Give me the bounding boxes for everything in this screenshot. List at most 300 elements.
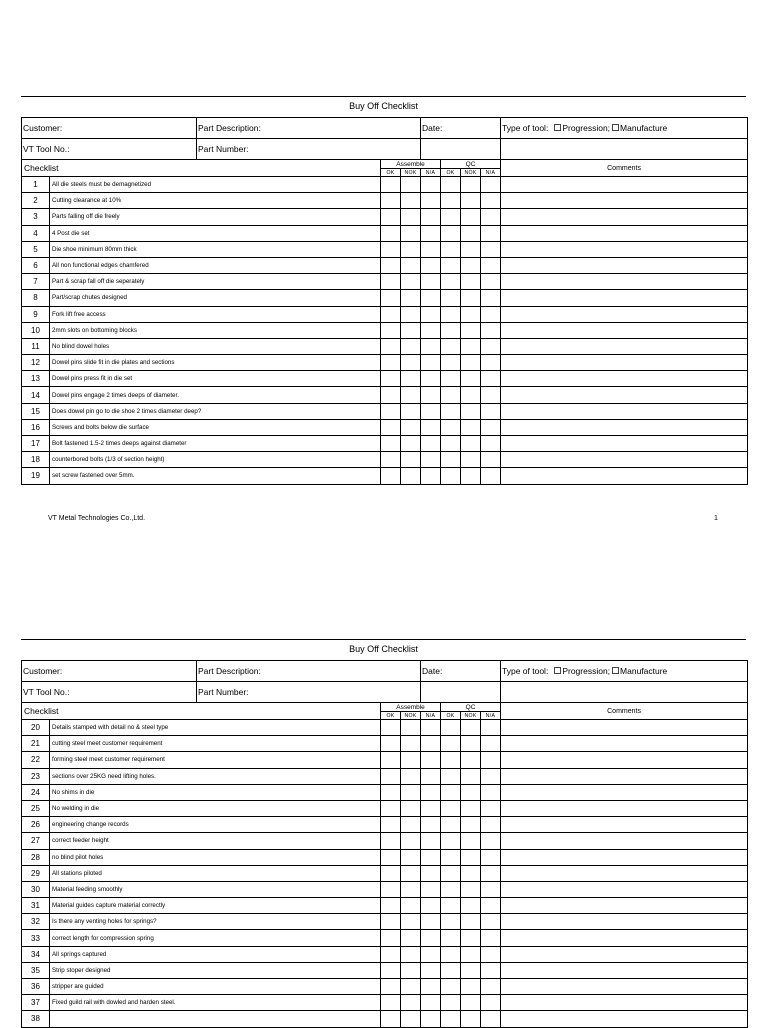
comments-cell[interactable] [501,371,748,387]
qc-nok-cell[interactable] [461,322,481,338]
assemble-ok-cell[interactable] [381,452,401,468]
comments-cell[interactable] [501,881,748,897]
assemble-na-cell[interactable] [421,849,441,865]
qc-ok-cell[interactable] [441,274,461,290]
qc-ok-cell[interactable] [441,225,461,241]
qc-ok-cell[interactable] [441,338,461,354]
assemble-ok-cell[interactable] [381,355,401,371]
comments-cell[interactable] [501,322,748,338]
comments-cell[interactable] [501,720,748,736]
comments-cell[interactable] [501,257,748,273]
progression-checkbox[interactable] [554,667,561,674]
qc-ok-cell[interactable] [441,241,461,257]
qc-na-cell[interactable] [481,209,501,225]
assemble-nok-cell[interactable] [401,849,421,865]
comments-cell[interactable] [501,355,748,371]
checklist-item-text: All non functional edges chamfered [50,257,381,273]
qc-na-cell[interactable] [481,800,501,816]
assemble-na-cell[interactable] [421,387,441,403]
comments-cell[interactable] [501,784,748,800]
qc-ok-cell[interactable] [441,209,461,225]
qc-nok-cell[interactable] [461,338,481,354]
assemble-na-cell[interactable] [421,403,441,419]
assemble-nok-cell[interactable] [401,355,421,371]
qc-nok-cell[interactable] [461,930,481,946]
qc-nok-cell[interactable] [461,914,481,930]
comments-cell[interactable] [501,403,748,419]
row-number: 35 [22,962,50,978]
qc-na-cell[interactable] [481,898,501,914]
assemble-ok-cell[interactable] [381,946,401,962]
assemble-na-cell[interactable] [421,452,441,468]
assemble-na-cell[interactable] [421,752,441,768]
assemble-nok-cell[interactable] [401,241,421,257]
qc-na-cell[interactable] [481,720,501,736]
comments-cell[interactable] [501,849,748,865]
comments-cell[interactable] [501,419,748,435]
comments-cell[interactable] [501,865,748,881]
assemble-na-cell[interactable] [421,371,441,387]
qc-nok-cell[interactable] [461,898,481,914]
qc-nok-cell[interactable] [461,817,481,833]
qc-ok-cell[interactable] [441,177,461,193]
comments-cell[interactable] [501,833,748,849]
assemble-nok-cell[interactable] [401,387,421,403]
assemble-ok-cell[interactable] [381,193,401,209]
qc-heading: QC [441,160,501,169]
qc-nok-cell[interactable] [461,849,481,865]
qc-ok-cell[interactable] [441,800,461,816]
qc-na-cell[interactable] [481,193,501,209]
qc-ok-cell[interactable] [441,881,461,897]
qc-na-cell[interactable] [481,979,501,995]
assemble-nok-cell[interactable] [401,979,421,995]
qc-nok-cell[interactable] [461,995,481,1011]
assemble-ok-cell[interactable] [381,306,401,322]
qc-ok-cell[interactable] [441,322,461,338]
qc-nok-cell[interactable] [461,452,481,468]
assemble-nok-cell[interactable] [401,452,421,468]
qc-nok-cell[interactable] [461,752,481,768]
assemble-ok-cell[interactable] [381,736,401,752]
assemble-ok-cell[interactable] [381,322,401,338]
assemble-ok-cell[interactable] [381,403,401,419]
qc-na-cell[interactable] [481,419,501,435]
comments-cell[interactable] [501,387,748,403]
assemble-nok-cell[interactable] [401,962,421,978]
assemble-ok-cell[interactable] [381,419,401,435]
qc-nok-cell[interactable] [461,403,481,419]
qc-ok-cell[interactable] [441,371,461,387]
qc-ok-cell[interactable] [441,290,461,306]
qc-na-cell[interactable] [481,849,501,865]
comments-cell[interactable] [501,898,748,914]
qc-na-cell[interactable] [481,930,501,946]
qc-na-cell[interactable] [481,338,501,354]
assemble-na-cell[interactable] [421,979,441,995]
assemble-ok-heading: OK [381,169,401,177]
qc-nok-cell[interactable] [461,1011,481,1027]
qc-nok-cell[interactable] [461,865,481,881]
assemble-ok-cell[interactable] [381,468,401,484]
row-number: 25 [22,800,50,816]
qc-ok-cell[interactable] [441,979,461,995]
assemble-na-cell[interactable] [421,225,441,241]
sheet-top-rule [21,96,746,97]
assemble-na-cell[interactable] [421,995,441,1011]
manufacture-checkbox[interactable] [612,124,619,131]
comments-cell[interactable] [501,225,748,241]
qc-ok-cell[interactable] [441,257,461,273]
comments-cell[interactable] [501,995,748,1011]
row-number: 28 [22,849,50,865]
qc-na-cell[interactable] [481,274,501,290]
qc-nok-cell[interactable] [461,241,481,257]
assemble-ok-cell[interactable] [381,817,401,833]
qc-nok-cell[interactable] [461,881,481,897]
qc-nok-cell[interactable] [461,946,481,962]
comments-cell[interactable] [501,768,748,784]
comments-cell[interactable] [501,962,748,978]
qc-na-cell[interactable] [481,946,501,962]
qc-ok-cell[interactable] [441,419,461,435]
assemble-ok-cell[interactable] [381,833,401,849]
qc-ok-cell[interactable] [441,1011,461,1027]
qc-na-cell[interactable] [481,306,501,322]
comments-cell[interactable] [501,241,748,257]
qc-ok-cell[interactable] [441,849,461,865]
qc-nok-cell[interactable] [461,436,481,452]
qc-na-cell[interactable] [481,241,501,257]
assemble-ok-cell[interactable] [381,225,401,241]
assemble-na-cell[interactable] [421,898,441,914]
qc-na-cell[interactable] [481,833,501,849]
qc-na-cell[interactable] [481,817,501,833]
qc-nok-cell[interactable] [461,355,481,371]
assemble-ok-cell[interactable] [381,338,401,354]
checklist-item-text: 4 Post die set [50,225,381,241]
assemble-nok-cell[interactable] [401,752,421,768]
assemble-ok-cell[interactable] [381,257,401,273]
comments-cell[interactable] [501,177,748,193]
assemble-nok-cell[interactable] [401,898,421,914]
qc-ok-cell[interactable] [441,193,461,209]
assemble-na-cell[interactable] [421,914,441,930]
assemble-na-cell[interactable] [421,881,441,897]
assemble-ok-cell[interactable] [381,752,401,768]
assemble-ok-cell[interactable] [381,930,401,946]
qc-ok-cell[interactable] [441,914,461,930]
assemble-na-cell[interactable] [421,241,441,257]
assemble-ok-cell[interactable] [381,290,401,306]
comments-cell[interactable] [501,209,748,225]
assemble-na-cell[interactable] [421,209,441,225]
comments-cell[interactable] [501,452,748,468]
qc-ok-cell[interactable] [441,946,461,962]
assemble-ok-cell[interactable] [381,720,401,736]
comments-cell[interactable] [501,193,748,209]
assemble-na-cell[interactable] [421,946,441,962]
assemble-nok-cell[interactable] [401,403,421,419]
assemble-na-cell[interactable] [421,930,441,946]
sheet-title: Buy Off Checklist [349,644,418,654]
qc-ok-cell[interactable] [441,865,461,881]
assemble-na-cell[interactable] [421,290,441,306]
checklist-row [22,403,748,419]
assemble-ok-cell[interactable] [381,387,401,403]
assemble-na-cell[interactable] [421,720,441,736]
qc-ok-cell[interactable] [441,355,461,371]
qc-ok-cell[interactable] [441,452,461,468]
qc-na-cell[interactable] [481,452,501,468]
assemble-ok-cell[interactable] [381,209,401,225]
checklist-table [21,702,748,1028]
qc-nok-cell[interactable] [461,306,481,322]
qc-ok-cell[interactable] [441,962,461,978]
assemble-ok-cell[interactable] [381,914,401,930]
assemble-na-cell[interactable] [421,833,441,849]
qc-ok-cell[interactable] [441,752,461,768]
assemble-nok-cell[interactable] [401,338,421,354]
tool-type-label: Type of tool: [502,666,549,676]
assemble-nok-cell[interactable] [401,817,421,833]
assemble-na-cell[interactable] [421,193,441,209]
qc-na-cell[interactable] [481,768,501,784]
row-number: 34 [22,946,50,962]
assemble-nok-cell[interactable] [401,257,421,273]
qc-ok-cell[interactable] [441,768,461,784]
qc-na-cell[interactable] [481,752,501,768]
assemble-nok-cell[interactable] [401,768,421,784]
assemble-ok-cell[interactable] [381,865,401,881]
assemble-na-cell[interactable] [421,736,441,752]
qc-nok-cell[interactable] [461,768,481,784]
checklist-item-text: Dowel pins press fit in die set [50,371,381,387]
assemble-na-cell[interactable] [421,817,441,833]
comments-cell[interactable] [501,436,748,452]
vt-tool-no-label: VT Tool No.: [22,139,197,160]
checklist-item-text: Cutting clearance at 10% [50,193,381,209]
qc-ok-cell[interactable] [441,468,461,484]
assemble-nok-cell[interactable] [401,419,421,435]
comments-cell[interactable] [501,274,748,290]
assemble-nok-cell[interactable] [401,209,421,225]
assemble-na-cell[interactable] [421,800,441,816]
assemble-ok-cell[interactable] [381,898,401,914]
qc-na-cell[interactable] [481,436,501,452]
assemble-ok-cell[interactable] [381,800,401,816]
assemble-na-cell[interactable] [421,355,441,371]
qc-nok-cell[interactable] [461,784,481,800]
qc-na-cell[interactable] [481,371,501,387]
checklist-row [22,930,748,946]
qc-ok-cell[interactable] [441,995,461,1011]
row-number: 26 [22,817,50,833]
row-number: 33 [22,930,50,946]
assemble-nok-cell[interactable] [401,371,421,387]
qc-nok-cell[interactable] [461,736,481,752]
assemble-nok-cell[interactable] [401,193,421,209]
assemble-ok-cell[interactable] [381,995,401,1011]
row-number: 22 [22,752,50,768]
assemble-nok-cell[interactable] [401,274,421,290]
assemble-na-cell[interactable] [421,419,441,435]
assemble-na-cell[interactable] [421,436,441,452]
qc-na-cell[interactable] [481,914,501,930]
assemble-na-cell[interactable] [421,962,441,978]
assemble-na-cell[interactable] [421,274,441,290]
assemble-ok-cell[interactable] [381,962,401,978]
assemble-nok-cell[interactable] [401,833,421,849]
qc-na-cell[interactable] [481,962,501,978]
part-description-label: Part Description: [197,661,421,682]
assemble-ok-cell[interactable] [381,371,401,387]
qc-na-cell[interactable] [481,290,501,306]
comments-cell[interactable] [501,914,748,930]
assemble-na-cell[interactable] [421,784,441,800]
checklist-row [22,387,748,403]
qc-ok-cell[interactable] [441,833,461,849]
qc-nok-cell[interactable] [461,720,481,736]
qc-ok-cell[interactable] [441,306,461,322]
assemble-nok-cell[interactable] [401,177,421,193]
assemble-ok-heading: OK [381,712,401,720]
progression-checkbox[interactable] [554,124,561,131]
comments-cell[interactable] [501,468,748,484]
qc-na-cell[interactable] [481,468,501,484]
qc-nok-cell[interactable] [461,193,481,209]
qc-nok-cell[interactable] [461,290,481,306]
checklist-item-text: All springs captured [50,946,381,962]
qc-ok-cell[interactable] [441,387,461,403]
assemble-nok-cell[interactable] [401,930,421,946]
qc-ok-cell[interactable] [441,436,461,452]
qc-nok-cell[interactable] [461,257,481,273]
comments-cell[interactable] [501,946,748,962]
row-number: 6 [22,257,50,273]
comments-cell[interactable] [501,800,748,816]
assemble-na-cell[interactable] [421,768,441,784]
comments-heading: Comments [501,160,748,177]
assemble-na-cell[interactable] [421,865,441,881]
qc-nok-cell[interactable] [461,833,481,849]
assemble-na-cell[interactable] [421,468,441,484]
qc-ok-cell[interactable] [441,720,461,736]
assemble-nok-cell[interactable] [401,720,421,736]
assemble-ok-cell[interactable] [381,784,401,800]
qc-ok-cell[interactable] [441,736,461,752]
assemble-nok-cell[interactable] [401,865,421,881]
qc-na-cell[interactable] [481,177,501,193]
assemble-ok-cell[interactable] [381,241,401,257]
assemble-ok-cell[interactable] [381,849,401,865]
comments-cell[interactable] [501,1011,748,1027]
qc-nok-cell[interactable] [461,209,481,225]
qc-na-cell[interactable] [481,995,501,1011]
assemble-ok-cell[interactable] [381,881,401,897]
qc-na-cell[interactable] [481,355,501,371]
qc-nok-cell[interactable] [461,225,481,241]
qc-na-cell[interactable] [481,881,501,897]
qc-nok-cell[interactable] [461,371,481,387]
comments-cell[interactable] [501,736,748,752]
qc-na-cell[interactable] [481,322,501,338]
checklist-item-text: correct length for compression spring [50,930,381,946]
assemble-nok-cell[interactable] [401,1011,421,1027]
assemble-nok-cell[interactable] [401,322,421,338]
assemble-nok-cell[interactable] [401,946,421,962]
comments-cell[interactable] [501,290,748,306]
qc-nok-cell[interactable] [461,800,481,816]
qc-na-cell[interactable] [481,257,501,273]
qc-na-cell[interactable] [481,387,501,403]
qc-ok-cell[interactable] [441,898,461,914]
qc-ok-cell[interactable] [441,817,461,833]
qc-ok-cell[interactable] [441,930,461,946]
assemble-ok-cell[interactable] [381,436,401,452]
comments-cell[interactable] [501,752,748,768]
checklist-row [22,979,748,995]
assemble-na-cell[interactable] [421,177,441,193]
comments-cell[interactable] [501,817,748,833]
assemble-ok-cell[interactable] [381,274,401,290]
assemble-nok-cell[interactable] [401,800,421,816]
assemble-ok-cell[interactable] [381,979,401,995]
assemble-na-cell[interactable] [421,338,441,354]
comments-cell[interactable] [501,930,748,946]
assemble-nok-cell[interactable] [401,290,421,306]
checklist-heading: Checklist [22,160,381,177]
assemble-nok-cell[interactable] [401,995,421,1011]
checklist-row [22,995,748,1011]
qc-na-cell[interactable] [481,865,501,881]
assemble-na-cell[interactable] [421,257,441,273]
qc-nok-cell[interactable] [461,468,481,484]
assemble-na-cell[interactable] [421,1011,441,1027]
comments-cell[interactable] [501,338,748,354]
qc-na-cell[interactable] [481,403,501,419]
qc-nok-cell[interactable] [461,177,481,193]
qc-na-cell[interactable] [481,1011,501,1027]
assemble-ok-cell[interactable] [381,768,401,784]
qc-nok-cell[interactable] [461,387,481,403]
assemble-nok-cell[interactable] [401,436,421,452]
qc-na-cell[interactable] [481,736,501,752]
assemble-nok-cell[interactable] [401,881,421,897]
assemble-nok-cell[interactable] [401,225,421,241]
qc-nok-cell[interactable] [461,274,481,290]
qc-nok-cell[interactable] [461,419,481,435]
assemble-ok-cell[interactable] [381,177,401,193]
assemble-nok-cell[interactable] [401,914,421,930]
assemble-nok-cell[interactable] [401,306,421,322]
qc-ok-cell[interactable] [441,784,461,800]
manufacture-checkbox[interactable] [612,667,619,674]
comments-cell[interactable] [501,979,748,995]
assemble-nok-cell[interactable] [401,468,421,484]
qc-nok-cell[interactable] [461,962,481,978]
qc-nok-cell[interactable] [461,979,481,995]
assemble-na-cell[interactable] [421,322,441,338]
assemble-nok-cell[interactable] [401,736,421,752]
qc-na-cell[interactable] [481,225,501,241]
assemble-nok-cell[interactable] [401,784,421,800]
assemble-na-cell[interactable] [421,306,441,322]
qc-ok-cell[interactable] [441,403,461,419]
assemble-ok-cell[interactable] [381,1011,401,1027]
qc-na-cell[interactable] [481,784,501,800]
comments-cell[interactable] [501,306,748,322]
